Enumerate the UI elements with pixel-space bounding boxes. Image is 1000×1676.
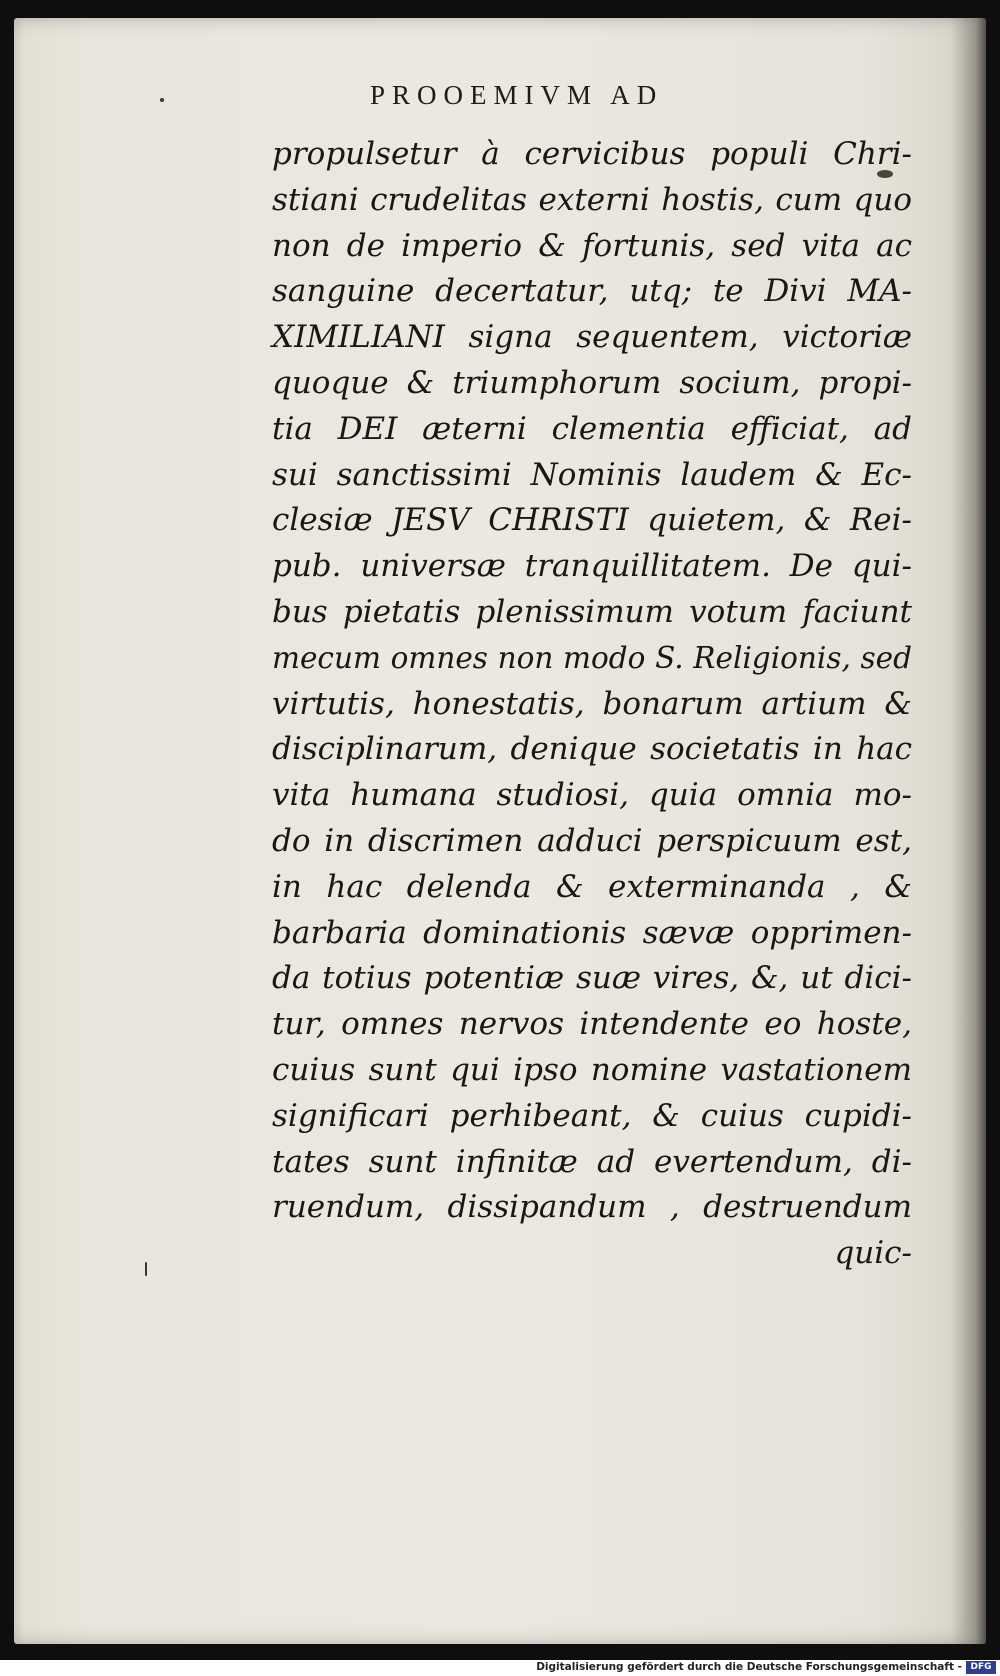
text-line: bus pietatis plenissimum votum faciunt	[272, 593, 912, 630]
text-line: barbaria dominationis sævæ opprimen-	[272, 914, 912, 951]
text-line: XIMILIANI signa sequentem, victoriæ	[272, 319, 912, 356]
text-line: tates sunt infinitæ ad evertendum, di-	[272, 1143, 912, 1180]
text-line: cuius sunt qui ipso nomine vastationem	[272, 1051, 912, 1088]
dfg-logo: DFG	[966, 1661, 996, 1674]
text-line: sanguine decertatur, utq; te Divi MA-	[272, 273, 912, 310]
text-line: ruendum, dissipandum , destruendum	[272, 1189, 912, 1226]
text-line: sui sanctissimi Nominis laudem & Ec-	[272, 456, 912, 493]
digitization-credit: Digitalisierung gefördert durch die Deutsche Forschungsgemeinschaft -	[536, 1661, 962, 1673]
text-line: tur, omnes nervos intendente eo hoste,	[272, 1006, 912, 1043]
text-line: da totius potentiæ suæ vires, &, ut dici-	[272, 960, 912, 997]
text-line: mecum omnes non modo S. Religionis, sed	[272, 640, 912, 675]
text-line: virtutis, honestatis, bonarum artium &	[272, 685, 912, 722]
text-line: clesiæ JESV CHRISTI quietem, & Rei-	[272, 502, 912, 539]
text-line: do in discrimen adduci perspicuum est,	[272, 822, 912, 859]
ink-speck	[160, 98, 164, 102]
ink-speck	[145, 1262, 147, 1276]
catchword: quic-	[834, 1235, 912, 1272]
body-text	[272, 132, 912, 1277]
page-edge-shadow	[950, 18, 986, 1644]
text-line: pub. universæ tranquillitatem. De qui-	[272, 548, 912, 585]
text-line: non de imperio & fortunis, sed vita ac	[272, 227, 912, 264]
text-line: vita humana studiosi, quia omnia mo-	[272, 777, 912, 814]
running-header: PROOEMIVM AD	[370, 80, 664, 110]
text-line: significari perhibeant, & cuius cupidi-	[272, 1097, 912, 1134]
text-line: stiani crudelitas externi hostis, cum quo	[272, 181, 912, 218]
text-line: tia DEI æterni clementia efficiat, ad	[272, 410, 912, 447]
text-line: propulsetur à cervicibus populi Chri-	[272, 136, 912, 172]
text-line: in hac delenda & exterminanda , &	[272, 868, 912, 905]
text-line: quoque & triumphorum socium, propi-	[272, 364, 912, 401]
text-line: disciplinarum, denique societatis in hac	[272, 731, 912, 768]
